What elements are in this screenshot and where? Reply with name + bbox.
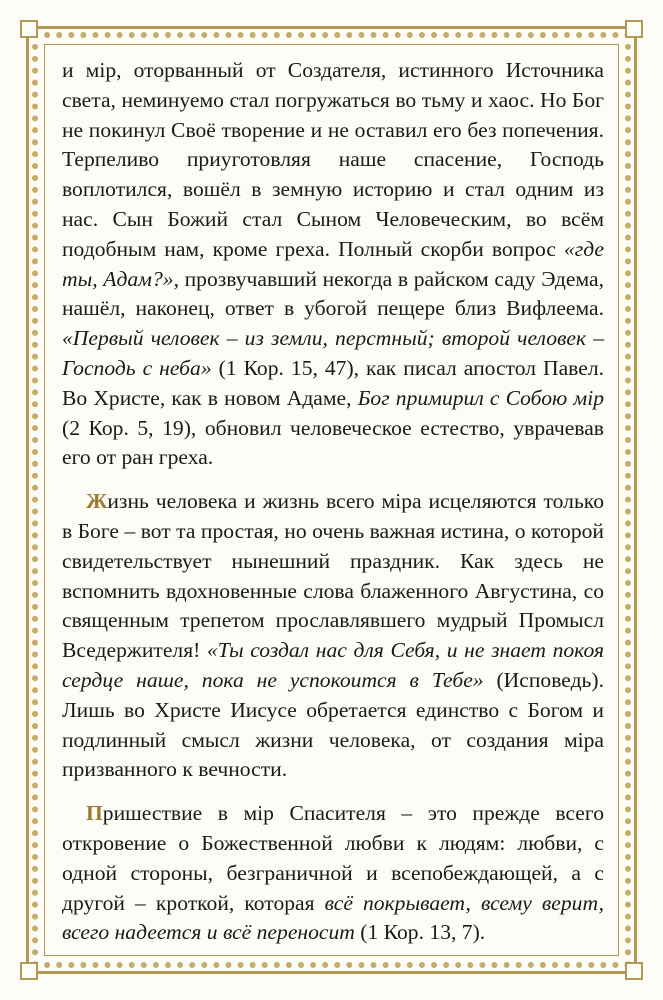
paragraph-1 (62, 56, 604, 473)
body-text (62, 56, 604, 948)
italic-quote: «Ты создал нас для Себя, и не знает покоя сердце наше, пока не успокоится в Тебе» (62, 638, 604, 692)
text-segment: изнь человека и жизнь всего міра исцеляются только в Боге – вот та простая, но очень важная истина, о которой свидетельствует нынешний праздник. Как здесь не вспомнить вдохновенные слова блаженного Августина, со священным трепетом прославлявшего мудрый Промысл Вседержителя! (62, 489, 604, 663)
italic-quote: «Первый человек – из земли, перстный; второй человек – Господь с неба» (62, 326, 604, 380)
drop-cap-letter: Ж (86, 489, 108, 514)
text-segment: (2 Кор. 5, 19), обновил человеческое естество, уврачевав его от ран греха. (62, 415, 604, 470)
text-segment: (1 Кор. 13, 7). (354, 920, 486, 945)
corner-ornament (20, 962, 38, 980)
text-segment: (Исповедь). Лишь во Христе Иисусе обретается единство с Богом и подлинный смысл жизни человека, от создания міра призванного к вечности. (62, 667, 604, 782)
text-segment: ришествие в мір Спасителя – это прежде всего откровение о Божественной любви к людям: любви, с одной стороны, безграничной и всепобеждающей, а с другой – кроткой, которая (62, 801, 604, 915)
italic-quote: «где ты, Адам?» (62, 236, 604, 291)
paragraph-2 (62, 487, 604, 785)
text-segment: и мір, оторванный от Создателя, истинного Источника света, неминуемо стал погружаться во тьму и хаос. Но Бог не покинул Своё творение и не оставил его без попечения. Терпеливо приуготовляя наше спасение, Господь воплотился, вошёл в земную историю и стал одним из нас. Сын Божий стал Сыном Человеческим, во всём подобным нам, кроме греха. Полный скорби вопрос (62, 58, 604, 261)
text-segment: (1 Кор. 15, 47), как писал апостол Павел. Во Христе, как в новом Адаме, (62, 355, 604, 410)
italic-quote: всё покрывает, всему верит, всего надеется и всё переносит (62, 890, 604, 945)
text-segment: , прозвучавший некогда в райском саду Эдема, нашёл, наконец, ответ в убогой пещере близ Вифлеема. (62, 266, 605, 321)
corner-ornament (625, 20, 643, 38)
corner-ornament (20, 20, 38, 38)
paragraph-3 (62, 799, 604, 948)
corner-ornament (625, 962, 643, 980)
italic-quote: Бог примирил с Собою мір (357, 385, 604, 410)
drop-cap-letter: П (86, 801, 103, 826)
